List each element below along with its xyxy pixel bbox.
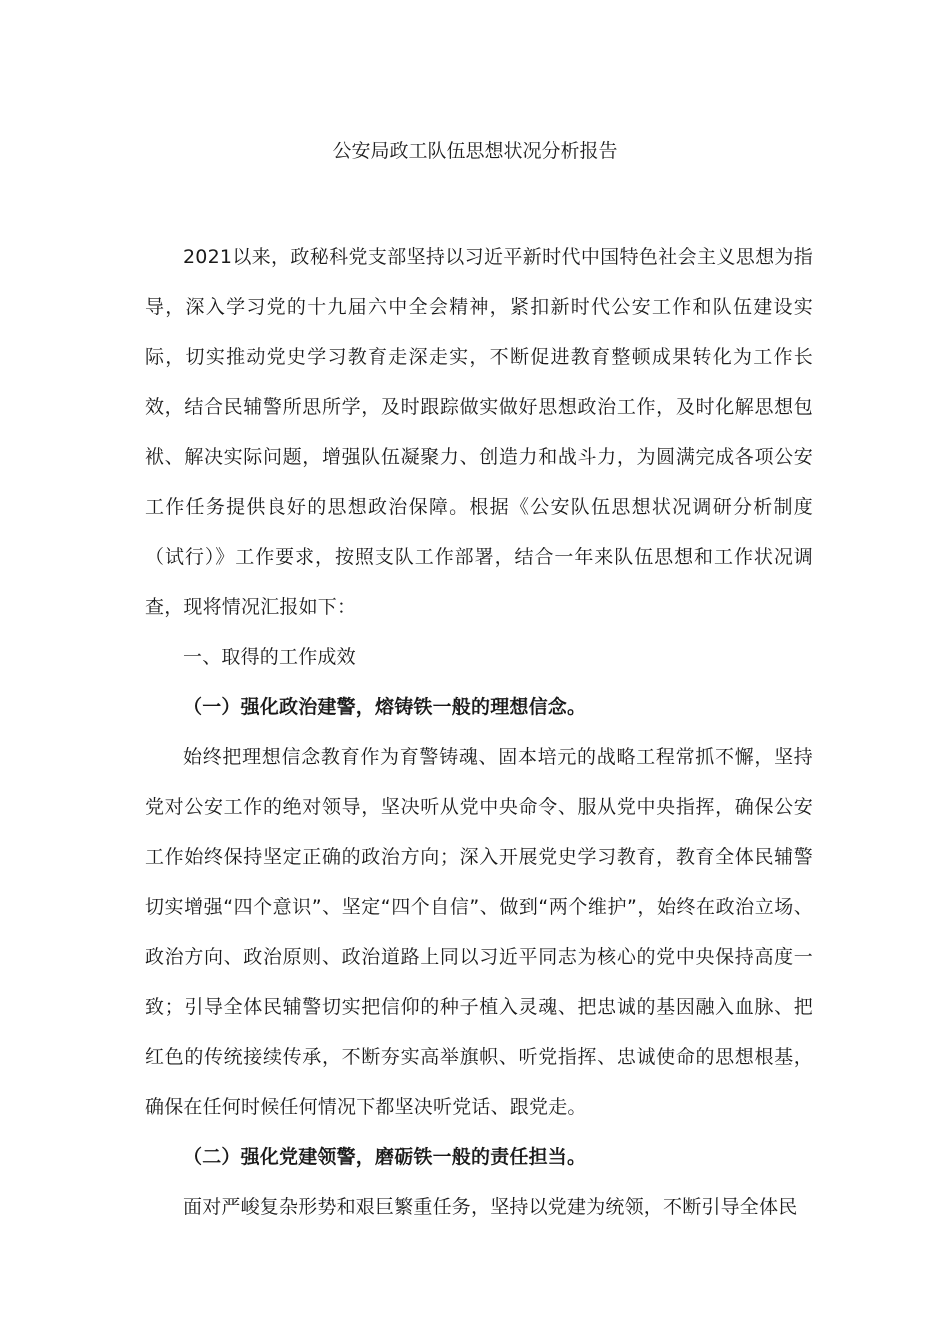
section-heading-achievements: 一、取得的工作成效 [183, 646, 356, 668]
document-title: 公安局政工队伍思想状况分析报告 [332, 140, 618, 162]
subsection-heading-party-building: （二）强化党建领警，磨砺铁一般的责任担当。 [183, 1146, 587, 1168]
subsection-heading-political: （一）强化政治建警，熔铸铁一般的理想信念。 [183, 696, 587, 718]
document-body [145, 232, 813, 1232]
political-paragraph: 始终把理想信念教育作为育警铸魂、固本培元的战略工程常抓不懈，坚持党对公安工作的绝对领导，坚决听从党中央命令、服从党中央指挥，确保公安工作始终保持坚定正确的政治方向；深入开展党史学习教育，教育全体民辅警切实增强“四个意识”、坚定“四个自信”、做到“两个维护”，始终在政治立场、政治方向、政治原则、政治道路上同以习近平同志为核心的党中央保持高度一致；引导全体民辅警切实把信仰的种子植入灵魂、把忠诚的基因融入血脉、把红色的传统接续传承，不断夯实高举旗帜、听党指挥、忠诚使命的思想根基，确保在任何时候任何情况下都坚决听党话、跟党走。 [145, 746, 813, 1118]
intro-paragraph: 2021以来，政秘科党支部坚持以习近平新时代中国特色社会主义思想为指导，深入学习党的十九届六中全会精神，紧扣新时代公安工作和队伍建设实际，切实推动党史学习教育走深走实，不断促进教育整顿成果转化为工作长效，结合民辅警所思所学，及时跟踪做实做好思想政治工作，及时化解思想包袱、解决实际问题，增强队伍凝聚力、创造力和战斗力，为圆满完成各项公安工作任务提供良好的思想政治保障。根据《公安队伍思想状况调研分析制度（试行）》工作要求，按照支队工作部署，结合一年来队伍思想和工作状况调查，现将情况汇报如下： [145, 246, 813, 618]
party-building-paragraph: 面对严峻复杂形势和艰巨繁重任务，坚持以党建为统领，不断引导全体民 [183, 1196, 798, 1218]
